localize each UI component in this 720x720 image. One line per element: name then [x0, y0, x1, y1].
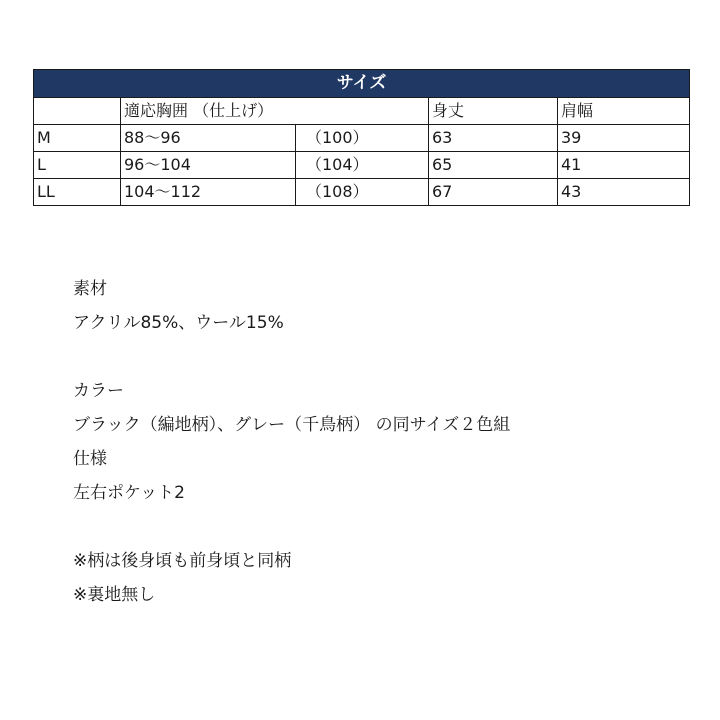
shoulder-width: 41 [558, 152, 690, 179]
product-details [73, 272, 510, 612]
header-length: 身丈 [429, 98, 558, 125]
bust-range: 96～104 [121, 152, 296, 179]
size-table-header-row [34, 98, 690, 125]
finish-size: （100） [296, 125, 429, 152]
note-pattern: ※柄は後身頃も前身頃と同柄 [73, 551, 292, 571]
bust-range: 88～96 [121, 125, 296, 152]
spec-label: 仕様 [73, 449, 107, 469]
bust-range: 104～112 [121, 179, 296, 206]
color-label: カラー [73, 381, 124, 401]
table-row [34, 125, 690, 152]
body-length: 65 [429, 152, 558, 179]
shoulder-width: 43 [558, 179, 690, 206]
color-value: ブラック（編地柄）、グレー（千鳥柄） の同サイズ２色組 [73, 415, 511, 435]
note-lining: ※裏地無し [73, 585, 156, 605]
size-label: M [34, 125, 121, 152]
table-row [34, 179, 690, 206]
material-value: アクリル85%、ウール15% [73, 313, 284, 333]
spec-value: 左右ポケット2 [73, 483, 185, 503]
size-table [33, 69, 690, 206]
header-shoulder: 肩幅 [558, 98, 690, 125]
size-label: L [34, 152, 121, 179]
header-bust: 適応胸囲 （仕上げ） [121, 98, 429, 125]
size-label: LL [34, 179, 121, 206]
body-length: 67 [429, 179, 558, 206]
finish-size: （104） [296, 152, 429, 179]
body-length: 63 [429, 125, 558, 152]
size-table-title: サイズ [34, 70, 690, 98]
finish-size: （108） [296, 179, 429, 206]
shoulder-width: 39 [558, 125, 690, 152]
material-label: 素材 [73, 279, 107, 299]
table-row [34, 152, 690, 179]
size-table-title-row [34, 70, 690, 98]
header-size-blank [34, 98, 121, 125]
